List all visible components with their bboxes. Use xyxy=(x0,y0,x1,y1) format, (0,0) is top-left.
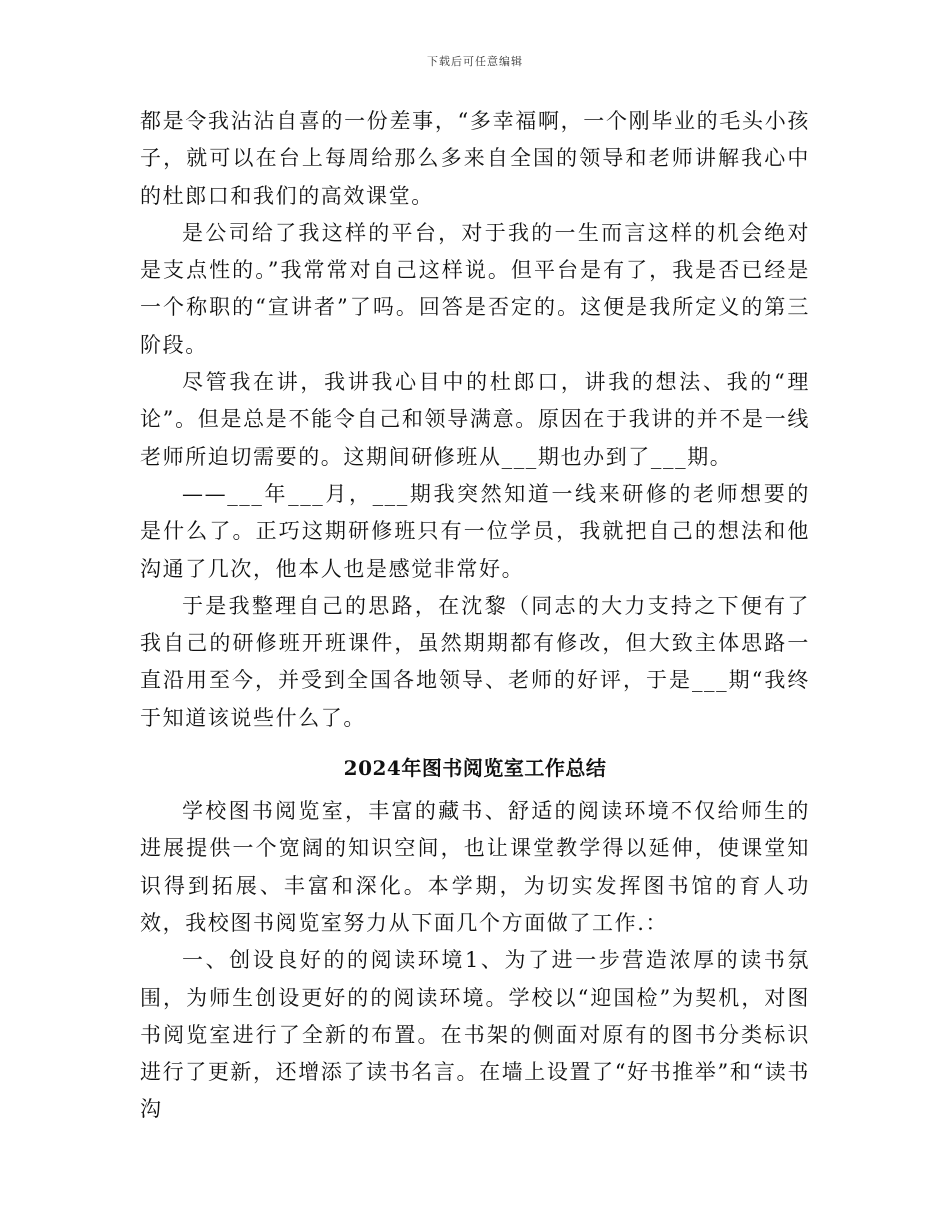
paragraph: ——___年___月，___期我突然知道一线来研修的老师想要的是什么了。正巧这期研修班只有一位学员，我就把自己的想法和他沟通了几次，他本人也是感觉非常好。 xyxy=(140,481,810,581)
section-title: 2024年图书阅览室工作总结 xyxy=(343,756,607,781)
paragraph: 一、创设良好的的阅读环境1、为了进一步营造浓厚的读书氛围，为师生创设更好的的阅读环境。学校以“迎国检”为契机，对图书阅览室进行了全新的布置。在书架的侧面对原有的图书分类标识进行了更新，还增添了读书名言。在墙上设置了“好书推举”和“读书沟 xyxy=(140,948,811,1122)
paragraph: 于是我整理自己的思路，在沈黎（同志的大力支持之下便有了我自己的研修班开班课件，虽然期期都有修改，但大致主体思路一直沿用至今，并受到全国各地领导、老师的好评，于是___期“我终于知道该说些什么了。 xyxy=(140,593,810,730)
paragraph: 尽管我在讲，我讲我心目中的杜郎口，讲我的想法、我的“理论”。但是总是不能令自己和领导满意。原因在于我讲的并不是一线老师所迫切需要的。这期间研修班从___期也办到了___期。 xyxy=(140,370,810,469)
document-body xyxy=(140,103,810,1129)
page-header-note: 下载后可任意编辑 xyxy=(427,55,523,68)
paragraph: 学校图书阅览室，丰富的藏书、舒适的阅读环境不仅给师生的进展提供一个宽阔的知识空间，也让课堂教学得以延伸，使课堂知识得到拓展、丰富和深化。本学期，为切实发挥图书馆的育人功效，我校图书阅览室努力从下面几个方面做了工作.： xyxy=(140,799,810,935)
paragraph-continuation: 都是令我沾沾自喜的一份差事，“多幸福啊，一个刚毕业的毛头小孩子，就可以在台上每周给那么多来自全国的领导和老师讲解我心中的杜郎口和我们的高效课堂。 xyxy=(140,109,810,208)
paragraph: 是公司给了我这样的平台，对于我的一生而言这样的机会绝对是支点性的。”我常常对自己这样说。但平台是有了，我是否已经是一个称职的“宣讲者”了吗。回答是否定的。这便是我所定义的第三阶段。 xyxy=(140,220,810,357)
